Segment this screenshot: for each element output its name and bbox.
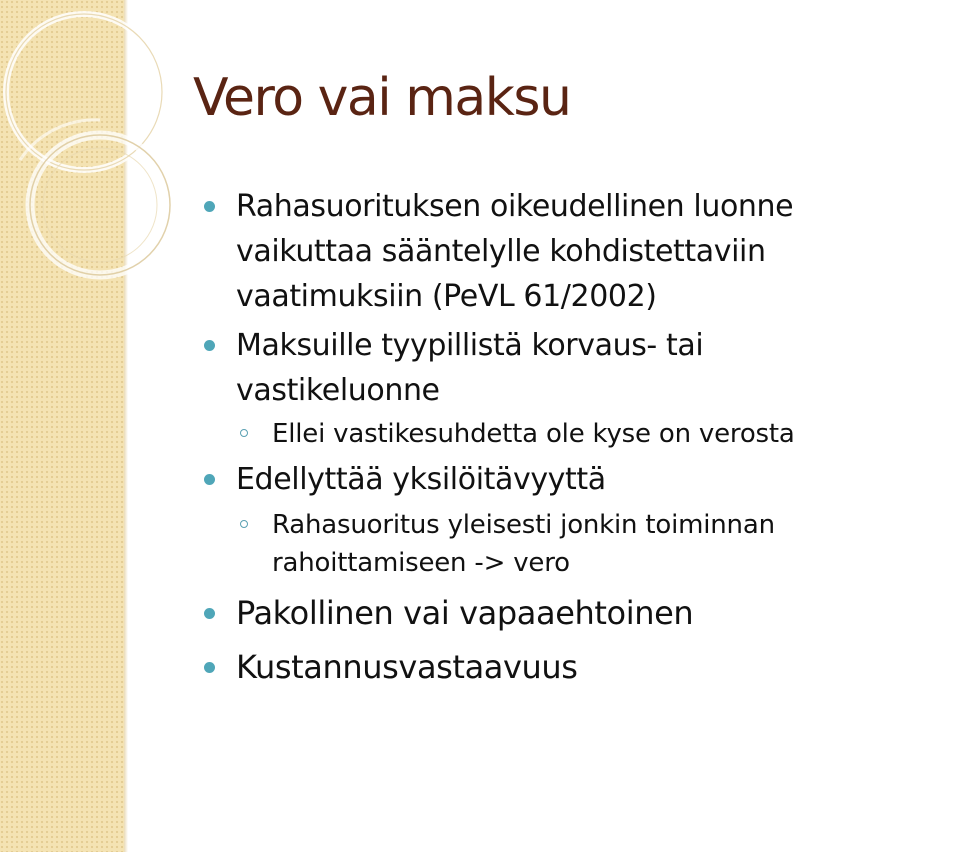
bullet-list xyxy=(204,184,954,694)
bullet-item xyxy=(204,184,954,319)
bullet-item xyxy=(204,457,954,502)
bullet-item xyxy=(204,323,954,413)
sub-bullet-item xyxy=(204,506,954,582)
bullet-item xyxy=(204,586,954,640)
filled-circle-bullet-icon xyxy=(204,662,215,673)
slide-title: Vero vai maksu xyxy=(193,68,571,128)
sub-bullet-line: rahoittamiseen -> vero xyxy=(272,548,570,578)
bullet-line: vaikuttaa sääntelylle kohdistettaviin xyxy=(236,234,766,269)
bullet-line: vaatimuksiin (PeVL 61/2002) xyxy=(236,279,657,314)
filled-circle-bullet-icon xyxy=(204,340,215,351)
bullet-line: Kustannusvastaavuus xyxy=(236,648,578,686)
bullet-line: Pakollinen vai vapaaehtoinen xyxy=(236,594,694,632)
bullet-line: Edellyttää yksilöitävyyttä xyxy=(236,462,606,497)
bullet-line: vastikeluonne xyxy=(236,373,440,408)
bullet-line: Rahasuorituksen oikeudellinen luonne xyxy=(236,189,794,224)
sub-bullet-item xyxy=(204,415,954,453)
bullet-item xyxy=(204,640,954,694)
filled-circle-bullet-icon xyxy=(204,474,215,485)
sub-bullet-line: Rahasuoritus yleisesti jonkin toiminnan xyxy=(272,510,775,540)
bullet-line: Maksuille tyypillistä korvaus- tai xyxy=(236,328,704,363)
filled-circle-bullet-icon xyxy=(204,608,215,619)
filled-circle-bullet-icon xyxy=(204,201,215,212)
hollow-circle-bullet-icon xyxy=(240,520,248,528)
sub-bullet-line: Ellei vastikesuhdetta ole kyse on verosta xyxy=(272,419,795,449)
hollow-circle-bullet-icon xyxy=(240,429,248,437)
